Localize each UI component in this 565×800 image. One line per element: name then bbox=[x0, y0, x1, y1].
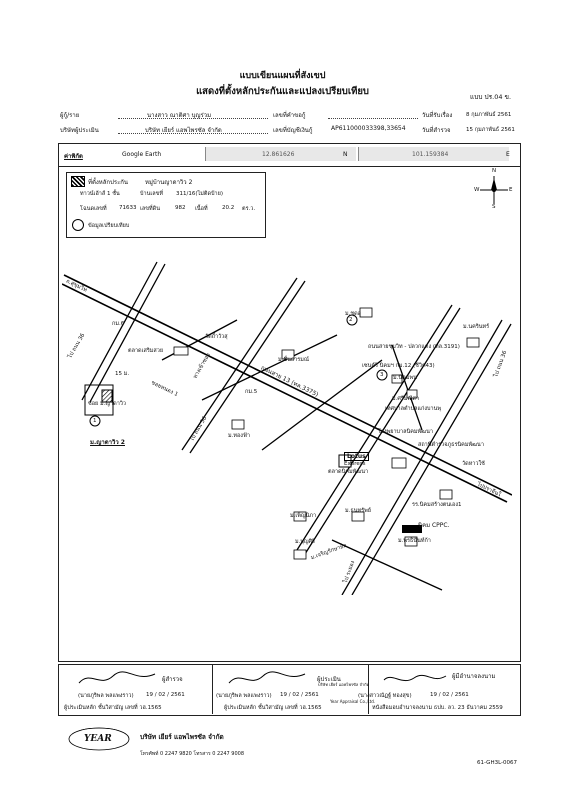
label-road-right: ถนนสายชุมวิท - ปลวกแดง (ทล.3191) bbox=[368, 344, 460, 350]
signature-3-icon bbox=[380, 668, 450, 690]
legend-l1-label: ที่ตั้งหลักประกัน bbox=[88, 179, 129, 186]
label-soi-yada: ซอย ม.ญาดาวิว bbox=[88, 401, 126, 407]
compass-n: N bbox=[492, 168, 497, 174]
sig2-name: (นายภูริพล พลแพงราว) bbox=[216, 693, 272, 699]
north-value: 12.861626 bbox=[262, 151, 295, 158]
legend-l3g: ตร.ว. bbox=[242, 206, 256, 212]
legend-l3f: 20.2 bbox=[222, 205, 235, 211]
legend-l1-value: หมู่บ้านญาดาวิว 2 bbox=[145, 179, 193, 186]
label-thaphae: ม.ทองฟ้า bbox=[228, 433, 250, 439]
sig1-reg: ผู้ประเมินหลัก ชั้นวิสามัญ เลขที่ วฮ.1565 bbox=[64, 705, 162, 711]
label-c1: 1 bbox=[93, 418, 97, 424]
label-c2: 2 bbox=[349, 317, 353, 323]
survey-value: 15 กุมภาพันธ์ 2561 bbox=[466, 127, 515, 133]
received-value: 8 กุมภาพันธ์ 2561 bbox=[466, 112, 512, 118]
doc-code: 61-GH3L-0067 bbox=[477, 760, 518, 766]
legend-l3d: 982 bbox=[175, 205, 186, 211]
label-pisan: ม.เพ็ญนิภา bbox=[290, 513, 317, 519]
north-label: N bbox=[343, 151, 348, 158]
label-market2: ตลาดนิคมพัฒนา bbox=[328, 469, 369, 475]
account-label: เลขที่บัญชีเงินกู้ bbox=[273, 127, 313, 134]
label-soi2: ม.ชุดอุ bbox=[345, 311, 361, 317]
applicant-label: ผู้กู้/ราย bbox=[60, 112, 80, 119]
legend-l2: ทาวน์เฮ้าส์ 1 ชั้น bbox=[80, 191, 120, 197]
received-label: วันที่รับเรื่อง bbox=[422, 112, 453, 119]
label-to-right: ไป ถนน 36 bbox=[493, 350, 509, 378]
sig3-reg: หนังสือมอบอำนาจลงนาม ธปบ. ลว. 23 ธันวาคม 2559 bbox=[372, 705, 503, 711]
label-municipality: ม.นิคมพน bbox=[393, 375, 417, 381]
legend-l3b: 71633 bbox=[119, 205, 137, 211]
legend-l3a: โฉนดเลขที่ bbox=[80, 206, 107, 212]
label-school2: รร.นิคมสร้างตนเอง1 bbox=[412, 502, 462, 508]
footer-company: บริษัท เยียร์ แอพไพรซัล จำกัด bbox=[140, 733, 224, 741]
label-charoen: ม.เจริญรักษาย้อ bbox=[310, 542, 348, 562]
label-road13: ถนนสาย 13 (ทล.3375) bbox=[259, 364, 320, 399]
sig-divider bbox=[212, 664, 213, 714]
logo-text: YEAR bbox=[84, 734, 112, 744]
label-c3: 3 bbox=[380, 372, 384, 378]
east-value: 101.159384 bbox=[412, 151, 449, 158]
sig1-name: (นายภูริพล พลแพงราว) bbox=[78, 693, 134, 699]
label-to-right2: ไปปราจีนใ bbox=[475, 481, 502, 499]
stamp-en: Year Appraisal Co.,Ltd. bbox=[330, 699, 375, 704]
label-lotus: Lotus bbox=[344, 452, 369, 461]
legend-l4: ข้อมูลเปรียบเทียบ bbox=[88, 223, 130, 229]
ref-label: เลขที่คำขอกู้ bbox=[273, 112, 306, 119]
footer-phones: โทรศัพท์ 0 2247 9820 โทรสาร 0 2247 9008 bbox=[140, 751, 245, 757]
sketch-map bbox=[62, 250, 512, 595]
compass-s: S bbox=[492, 204, 496, 210]
label-prasit: ม.พรธินันท์ก้า bbox=[398, 538, 431, 544]
label-ruler: 15 ม. bbox=[115, 371, 130, 377]
sig1-date: 19 / 02 / 2561 bbox=[146, 692, 185, 698]
label-road34a: ไป ถนน 36 bbox=[67, 332, 87, 360]
stamp-line: บริษัท เยียร์ แอพไพรซัล จำกัด bbox=[318, 682, 370, 687]
label-road34b: ไป ถนน 36 bbox=[189, 415, 209, 443]
compass-w: W bbox=[474, 187, 480, 193]
signature-2-icon bbox=[225, 668, 315, 690]
label-thanthong: ม.ธนทรัพย์ bbox=[345, 508, 371, 514]
form-number: แบบ ปร.04 ข. bbox=[470, 93, 512, 101]
underline bbox=[328, 118, 418, 119]
hatched-parcel-icon bbox=[71, 176, 85, 187]
title-line-1: แบบเขียนแผนที่สังเขป bbox=[239, 71, 326, 81]
signature-1-icon bbox=[75, 668, 165, 690]
label-bunsiri: ม.บุญศิริ bbox=[295, 539, 315, 545]
label-temple2: วัดหาวใช้ bbox=[462, 461, 485, 467]
label-km5: กม.5 bbox=[245, 389, 258, 395]
sig3-role: ผู้มีอำนาจลงนาม bbox=[452, 673, 496, 680]
label-km6: กม.6 bbox=[112, 321, 125, 327]
label-soi: ทางเข้าซอย bbox=[192, 352, 212, 380]
label-hospital: โรงพยาบาลนิคมพัฒนา bbox=[378, 429, 433, 435]
label-police: สถานีตำรวจภูธรนิคมพัฒนา bbox=[418, 442, 484, 448]
coord-source: Google Earth bbox=[122, 151, 162, 158]
legend-l2b: บ้านเลขที่ bbox=[140, 191, 163, 197]
label-bright: ม.นครินทร์ bbox=[463, 324, 490, 330]
label-soi-near: ซอยหนอง 1 bbox=[150, 379, 179, 399]
label-lotus-sub: Express bbox=[344, 461, 366, 467]
label-rayong: ไป ระยอง bbox=[342, 560, 357, 584]
comparison-circle-icon bbox=[72, 219, 84, 231]
sig2-reg: ผู้ประเมินหลัก ชั้นวิสามัญ เลขที่ วฮ.1565 bbox=[224, 705, 322, 711]
legend-l3c: เลขที่ดิน bbox=[140, 206, 160, 212]
compass-e: E bbox=[509, 187, 513, 193]
label-chintana: ม.ชื่นธารมณ์ bbox=[278, 357, 309, 363]
company-value: บริษัท เยียร์ แอพไพรซัล จำกัด bbox=[145, 127, 222, 134]
coord-label: ค่าพิกัด bbox=[64, 153, 83, 160]
legend-l3e: เนื้อที่ bbox=[195, 206, 208, 212]
title-line-2: แสดงที่ตั้งหลักประกันและแปลงเปรียบเทียบ bbox=[196, 86, 369, 97]
east-label: E bbox=[506, 151, 510, 158]
label-road-left: ถ.สุขุมวิท bbox=[64, 278, 88, 294]
sig3-name: (นางสาวณัฏฐ์ ทองสุข) bbox=[358, 693, 412, 699]
sig3-date: 19 / 02 / 2561 bbox=[430, 692, 469, 698]
applicant-value: นางสาว ณาติศา บุญร่วม bbox=[147, 112, 212, 119]
sig1-role: ผู้สำรวจ bbox=[162, 676, 183, 683]
survey-label: วันที่สำรวจ bbox=[422, 127, 451, 134]
underline bbox=[118, 118, 268, 119]
account-value: AP611000033398,33654 bbox=[331, 125, 406, 132]
company-label: บริษัทผู้ประเมิน bbox=[60, 127, 99, 134]
label-temple: วัดถ้ำวัวสุ bbox=[205, 334, 228, 340]
legend-l2c: 311/16(ไม่ติดป้าย) bbox=[176, 191, 223, 197]
sig2-role: ผู้ประเมิน bbox=[317, 676, 341, 683]
label-villa: ม.ศรีมณีสา bbox=[392, 396, 419, 402]
sig-divider bbox=[368, 664, 369, 714]
label-school: เซนต์ริ นิคมฯ กม.12 (ชีวิต43) bbox=[362, 363, 435, 369]
label-yada2: ม.ญาดาวิว 2 bbox=[90, 439, 125, 446]
label-nongkham: เทศบาลตำบลแก่งบานพุ bbox=[385, 406, 441, 412]
underline bbox=[118, 133, 268, 134]
label-market: ตลาดเสริมสวย bbox=[128, 348, 164, 354]
label-cppc: นิคม CPPC. bbox=[418, 522, 450, 529]
sig2-date: 19 / 02 / 2561 bbox=[280, 692, 319, 698]
